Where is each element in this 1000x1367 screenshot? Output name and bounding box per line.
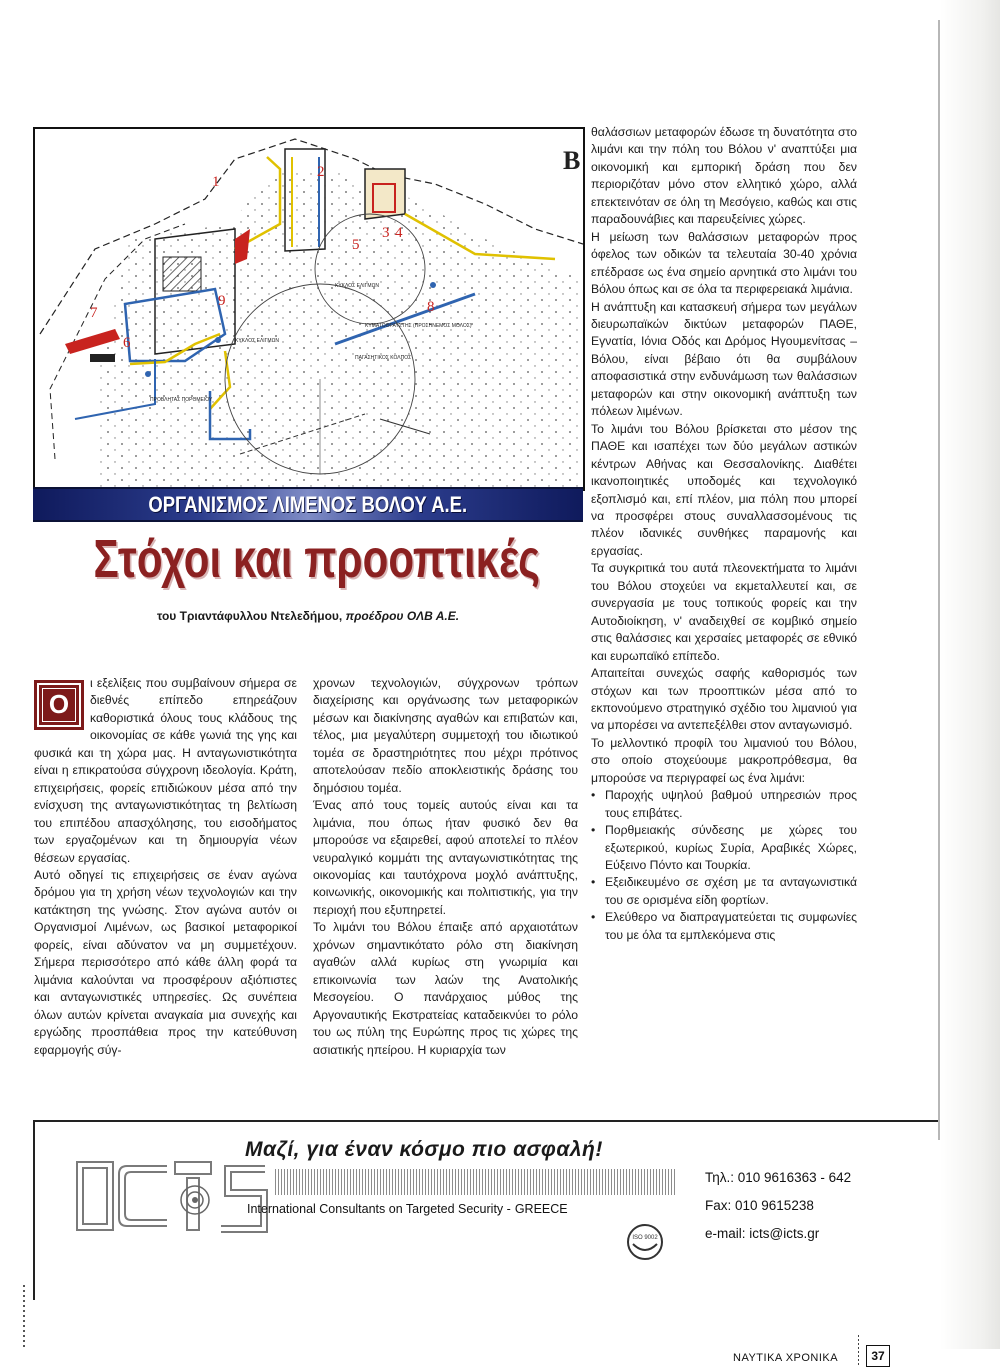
paragraph: Απαιτείται συνεχώς σαφής καθορισμός των στόχων και των προοπτικών μέσα από το εκπονούμενο στρατηγικό σχέδιο του λιμανιού για να μπορέσει να αντεπεξέλθει στον ανταγωνισμό. [591,666,857,733]
article-column-1 [34,675,297,1059]
ad-email[interactable]: e-mail: icts@icts.gr [705,1226,820,1241]
list-item [591,874,857,909]
organisation-banner [33,487,583,522]
map-label: ΚΥΚΛΟΣ ΕΛΙΓΜΩΝ [335,283,379,289]
paragraph: Τα συγκριτικά του αυτά πλεονεκτήματα το λιμάνι του Βόλου στοχεύει να εκμεταλλευτεί και, σε συνεργασία με τους τοπικούς φορείς και την Αυτοδιοίκηση, ν' αναδειχθεί σε κομβικό σημείο στις θαλάσσιες και χερσαίες μεταφορές σε εθνικό και ευρωπαϊκό επίπεδο. [591,561,857,663]
mark-blue-3 [145,371,151,377]
ad-fax: Fax: 010 9615238 [705,1198,814,1213]
map-number: 1 [212,174,220,190]
icts-logo [75,1156,270,1236]
ad-stripe [275,1169,675,1195]
ad-tagline-text: International Consultants on Targeted Security - [247,1202,511,1216]
map-number: 3 [382,225,390,241]
dotted-rule [23,1285,25,1349]
footer-rule [858,1335,859,1367]
page-number: 37 [866,1345,890,1367]
article-headline: Στόχοι και προοπτικές [93,529,541,589]
article-byline [33,609,583,623]
bullet-icon: • [591,910,596,925]
page-edge [940,0,1000,1349]
logo-text: ICTS [75,1156,78,1157]
ad-contacts [705,1164,851,1248]
article-column-2 [313,675,578,1059]
map-number: 2 [317,164,325,180]
dropcap-box [34,680,84,730]
map-label: ΚΥΜΑΤΟΘΡΑΥΣΤΗΣ (ΠΡΟΣΗΝΕΜΟΣ ΜΟΛΟΣ) [365,323,472,329]
map-number: 7 [90,305,98,321]
map-label: ΚΥΚΛΟΣ ΕΛΙΓΜΩΝ [235,338,279,344]
list-item [591,787,857,822]
iso-certification-icon [625,1222,665,1262]
list-item-text: Παροχής υψηλού βαθμού υπηρεσιών προς τους επιβάτες. [605,788,857,820]
icts-advert [33,1120,938,1300]
scan-line [938,20,940,1140]
map-number: 4 [395,225,403,241]
hatched-area [163,257,201,291]
list-item [591,909,857,944]
port-map-drawing [35,129,583,489]
map-number: 8 [427,299,435,315]
bullet-icon: • [591,875,596,890]
map-label: ΠΡΟΒΛΗΤΑΣ ΠΟΡΘΜΕΙΟΥ [150,397,213,403]
map-label: ΠΑΓΑΣΗΤΙΚΟΣ ΚΟΛΠΟΣ [355,355,412,361]
bullet-icon: • [591,823,596,838]
byline-role: προέδρου ΟΛΒ Α.Ε. [345,609,460,623]
byline-author: του Τριαντάφυλλου Ντελεδήμου, [156,609,343,623]
paragraph: ι εξελίξεις που συμβαίνουν σήμερα σε διεθνές επίπεδο επηρεάζουν καθοριστικά όλους τους κλάδους της οικονομίας σε κάθε γωνιά της γης και φυσικά και τη χώρα μας. Η ανταγωνιστικότητα είναι η επικρατούσα σύγχρονη ιδεολογία. Κράτη, επιχειρήσεις, φορείς επιδιώκουν μέσα από την ενίσχυση της ανταγωνιστικότητας τη βελτίωση του επιπέδου απασχόλησης, του εισοδήματος των εργαζομένων και τη δημιουργία νέων θέσεων εργασίας. [34,676,297,865]
list-item-text: Πορθμειακής σύνδεσης με χώρες του εξωτερικού, κυρίως Συρία, Αραβικές Χώρες, Εύξεινο Πόντο και Τουρκία. [605,823,857,873]
list-item [591,822,857,874]
map-number: 9 [218,293,226,309]
mark-blue-2 [430,282,436,288]
paragraph: Το λιμάνι του Βόλου έπαιξε από αρχαιοτάτων χρόνων σημαντικότατο ρόλο στη διακίνηση αγαθών αλλά κυρίως στη γνωριμία και επικοινωνία των λαών της Ανατολικής Μεσογείου. Ο πανάρχαιος μύθος της Αργοναυτικής Εκστρατείας καταδεικνύει το ρόλο του ως πύλη της Ευρώπης προς τις χώρες της ασιατικής ηπείρου. Η κυριαρχία των [313,920,578,1057]
dropcap-letter: Ο [43,689,75,721]
article-column-3 [591,124,857,944]
list-item-text: Εξειδικευμένο σε σχέση με τα ανταγωνιστικά του σε ορισμένα είδη φορτίων. [605,875,857,907]
paragraph: Αυτό οδηγεί τις επιχειρήσεις σε έναν αγώνα δρόμου για τη χρήση νέων τεχνολογιών και την κατάκτηση της γνώσης. Στον αγώνα αυτόν οι Οργανισμοί Λιμένων, ως βασικοί μεταφορικοί φορείς, είναι αδύνατον να μη συμμετέχουν. Σήμερα περισσότερο από κάθε άλλη φορά τα λιμάνια καλούνται να προσφέρουν αξιόπιστες και ανταγωνιστικές υπηρεσίες. Ως συνέπεια όλων αυτών κρίνεται αναγκαία μια συνεχής και εργώδης προσπάθεια προς την κατεύθυνση εφαρμογής σύγ- [34,867,297,1057]
ad-phone: Τηλ.: 010 9616363 - 642 [705,1170,852,1185]
map-number: 6 [123,335,131,351]
footer-magazine-name: ΝΑΥΤΙΚΑ ΧΡΟΝΙΚΑ [733,1352,839,1364]
compass-icon: B [563,146,581,175]
paragraph: Το λιμάνι του Βόλου βρίσκεται στο μέσον της ΠΑΘΕ και ισαπέχει των δύο μεγάλων αστικών κέντρων Αθήνας και Θεσσαλονίκης. Διαθέτει ικανοποιητικές υποδομές και τεχνολογικό εξοπλισμό και, επί πλέον, μια πόλη που μπορεί να προσφέρει στους συναλλασσομένους τις πλέον ιδανικές συνθήκες παραμονής και εργασίας. [591,421,857,558]
mole-dark [90,354,115,362]
paragraph: θαλάσσιων μεταφορών έδωσε τη δυνατότητα στο λιμάνι και την πόλη του Βόλου ν' αναπτύξει μια οικονομική και εμπορική δράση που δεν περιοριζόταν μόνο στον ελλητικό χώρο, αλλά επεκτεινόταν σε όλη τη Μεσόγειο, καθώς και στις παραδουνάβιες και παρευξείνιες χώρες. [591,125,857,227]
paragraph: Η ανάπτυξη και κατασκευή σήμερα των μεγάλων διευρωπαϊκών δικτύων μεταφορών ΠΑΘΕ, Εγνατία, Ιόνια Οδός και Δρόμος Ηγουμενίτσας – Βόλου, είναι βέβαιο ότι θα συμβάλουν αποφασιστικά στην ενδυνάμωση των θαλάσσιων μεταφορών και στην οικονομική ανάπτυξη των πόλεων λιμένων. [591,299,857,419]
paragraph: Το μελλοντικό προφίλ του λιμανιού του Βόλου, στο οποίο στοχεύουμε μακροπρόθεσμα, θα μπορούσε να περιγραφεί ως ένα λιμάνι: [591,735,857,785]
iso-label: ISO 9002 [632,1235,658,1241]
port-map [33,127,585,491]
map-number: 5 [352,237,360,253]
ad-slogan: Μαζί, για έναν κόσμο πιο ασφαλή! [245,1138,603,1161]
paragraph: Η μείωση των θαλάσσιων μεταφορών προς όφελος των οδικών τα τελευταία 30-40 χρόνια επέδρασε ως ένα σημείο αρνητικά στο λιμάνι του Βόλου όπως και σε όλα τα περιφερειακά λιμάνια. [591,229,857,297]
ad-tagline-country: GREECE [514,1202,568,1216]
list-item-text: Ελεύθερο να διαπραγματεύεται τις συμφωνίες του με όλα τα εμπλεκόμενα στις [605,910,857,942]
paragraph: Ένας από τους τομείς αυτούς είναι και τα λιμάνια, που όπως ήταν φυσικό δεν θα μπορούσε να εξαιρεθεί, αφού αποτελεί το πλέον νευραλγικό κομμάτι της ανταγωνιστικότητας της οικονομίας και ταυτόχρονα μοχλό ανάπτυξης, κοινωνικής, οικονομικής και πολιτιστικής, για την περιοχή που εξυπηρετεί. [313,798,578,917]
goals-list [591,787,857,944]
bullet-icon: • [591,788,596,803]
banner-title: ΟΡΓΑΝΙΣΜΟΣ ΛΙΜΕΝΟΣ ΒΟΛΟΥ Α.Ε. [148,491,468,517]
paragraph: χρονων τεχνολογιών, σύγχρονων τρόπων διαχείρισης και οργάνωσης των μεταφορικών μέσων και διακίνησης αγαθών και επιβατών και, τέλος, μια μεγαλύτερη συμμετοχή του ιδιωτικού τομέα σε δραστηριότητες που μέχρι πρότινος αποτελούσαν πεδίο αποκλειστικής δράσης του δημόσιου τομέα. [313,676,578,795]
mark-blue-1 [215,337,221,343]
ad-tagline [247,1202,568,1216]
